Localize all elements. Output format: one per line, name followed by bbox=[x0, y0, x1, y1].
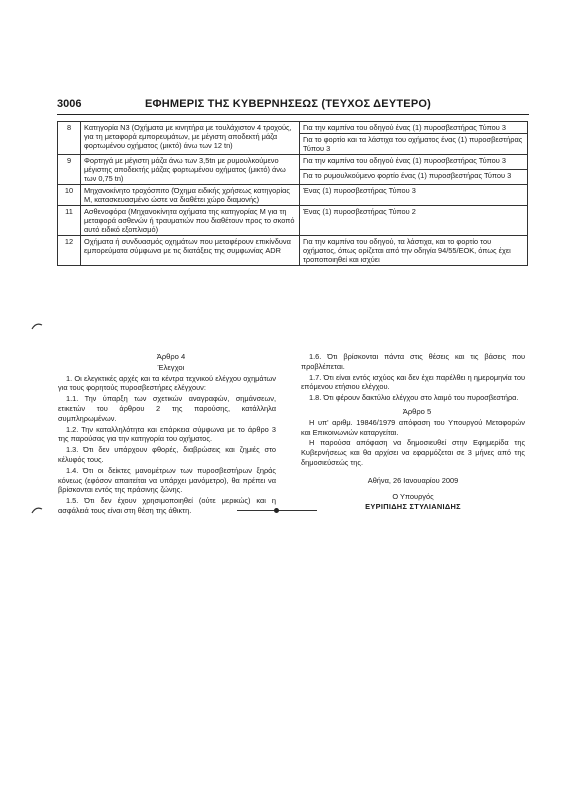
table-row bbox=[58, 185, 528, 206]
article-5-paragraph: Η παρούσα απόφαση να δημοσιευθεί στην Εφημερίδα της Κυβερνήσεως και θα αρχίσει να εφαρμόζεται σε 3 μήνες από της δημοσιεύσεώς της. bbox=[301, 438, 525, 467]
table-row bbox=[58, 155, 528, 170]
article-4-item: 1.2. Την καταλληλότητα και επάρκεια σύμφωνα με το άρθρο 3 της παρούσας για την κατηγορία του οχήματος. bbox=[58, 424, 276, 444]
row-number: 9 bbox=[58, 155, 81, 185]
requirement: Για την καμπίνα του οδηγού, τα λάστιχα, και το φορτίο του οχήματος, όπως ορίζεται από την οδηγία 94/55/ΕΟΚ, όπως έχει τροποποιηθεί και ισχύει bbox=[300, 236, 528, 266]
end-of-text-mark bbox=[237, 508, 317, 512]
vehicle-category: Οχήματα ή συνδυασμός οχημάτων που μεταφέρουν επικίνδυνα εμπορεύματα σύμφωνα με τις διατάξεις της συμφωνίας ADR bbox=[81, 236, 300, 266]
requirement: Για την καμπίνα του οδηγού ένας (1) πυροσβεστήρας Τύπου 3 bbox=[300, 155, 528, 170]
article-4-title: Άρθρο 4 bbox=[156, 352, 186, 361]
requirement: Για το φορτίο και τα λάστιχα του οχήματος ένας (1) πυροσβεστήρας Τύπου 3 bbox=[300, 134, 528, 155]
right-column bbox=[301, 352, 525, 513]
requirement: Για το ρυμουλκούμενο φορτίο ένας (1) πυροσβεστήρας Τύπου 3 bbox=[300, 170, 528, 185]
article-4-item: 1.8. Ότι φέρουν δακτύλιο ελέγχου στο λαιμό του πυροσβεστήρα. bbox=[309, 393, 519, 403]
article-4-paragraph: 1. Οι ελεγκτικές αρχές και τα κέντρα τεχνικού ελέγχου οχημάτων για τους φορητούς πυροσβεστήρες ελέγχουν: bbox=[58, 373, 276, 393]
fire-extinguisher-table bbox=[57, 121, 528, 266]
row-number: 10 bbox=[58, 185, 81, 206]
article-4-item: 1.6. Ότι βρίσκονται πάντα στις θέσεις και τις βάσεις που προβλέπεται. bbox=[301, 352, 525, 371]
table-row bbox=[58, 122, 528, 134]
row-number: 12 bbox=[58, 236, 81, 266]
punch-hole-mark bbox=[31, 322, 43, 330]
page-number: 3006 bbox=[57, 98, 82, 110]
signing-date: Αθήνα, 26 Ιανουαρίου 2009 bbox=[367, 475, 459, 485]
article-4-item: 1.3. Ότι δεν υπάρχουν φθορές, διαβρώσεις και ζημιές στο κέλυφός τους. bbox=[58, 445, 276, 464]
requirement: Για την καμπίνα του οδηγού ένας (1) πυροσβεστήρας Τύπου 3 bbox=[300, 122, 528, 134]
gazette-title: ΕΦΗΜΕΡΙΣ ΤΗΣ ΚΥΒΕΡΝΗΣΕΩΣ (ΤΕΥΧΟΣ ΔΕΥΤΕΡΟ) bbox=[145, 98, 431, 110]
table-row bbox=[58, 206, 528, 236]
vehicle-category: Μηχανοκίνητο τροχόσπιτο (Όχημα ειδικής χρήσεως κατηγορίας M, κατασκευασμένο ώστε να διαθέτει χώρο διαμονής) bbox=[81, 185, 300, 206]
article-5-paragraph: Η υπ' αριθμ. 19846/1979 απόφαση του Υπουργού Μεταφορών και Επικοινωνιών καταργείται. bbox=[301, 417, 525, 437]
table-row bbox=[58, 236, 528, 266]
row-number: 8 bbox=[58, 122, 81, 155]
end-mark-dot bbox=[274, 508, 279, 513]
row-number: 11 bbox=[58, 206, 81, 236]
left-column bbox=[58, 352, 276, 517]
minister-label: Ο Υπουργός bbox=[392, 491, 434, 501]
vehicle-category: Φορτηγά με μέγιστη μάζα άνω των 3,5tn με ρυμουλκούμενο μέγιστης αποδεκτής μάζας φορτωμένου οχήματος (μικτό) άνω των 0,75 tn) bbox=[81, 155, 300, 185]
vehicle-category: Ασθενοφόρα (Μηχανοκίνητα οχήματα της κατηγορίας M για τη μεταφορά ασθενών ή τραυματιών που διαθέτουν προς το σκοπό αυτό ειδικό εξοπλισμό) bbox=[81, 206, 300, 236]
article-4-item: 1.1. Την ύπαρξη των σχετικών αναγραφών, σημάνσεων, ετικετών του άρθρου 2 της παρούσης, κατάλληλα συμπληρωμένων. bbox=[58, 394, 276, 423]
minister-signature: ΕΥΡΙΠΙΔΗΣ ΣΤΥΛΙΑΝΙΔΗΣ bbox=[365, 502, 461, 512]
requirement: Ένας (1) πυροσβεστήρας Τύπου 3 bbox=[300, 185, 528, 206]
article-4-item: 1.5. Ότι δεν έχουν χρησιμοποιηθεί (ούτε μερικώς) και η ασφάλειά τους είναι στη θέση της άθικτη. bbox=[58, 496, 276, 515]
article-4-item: 1.4. Ότι οι δείκτες μανομέτρων των πυροσβεστήρων ξηράς κόνεως (εφόσον απαιτείται να υπάρχει μανόμετρο), θα πρέπει να βρίσκονται εντός της πράσινης ζώνης. bbox=[58, 465, 276, 495]
article-4-subtitle: Έλεγχοι bbox=[157, 362, 185, 372]
article-4-item: 1.7. Ότι είναι εντός ισχύος και δεν έχει παρέλθει η ημερομηνία του επόμενου ετήσιου ελέγχου. bbox=[301, 372, 525, 392]
requirement: Ένας (1) πυροσβεστήρας Τύπου 2 bbox=[300, 206, 528, 236]
punch-hole-mark bbox=[31, 506, 43, 514]
vehicle-category: Κατηγορία N3 (Οχήματα με κινητήρα με τουλάχιστον 4 τροχούς, για τη μεταφορά εμπορευμάτων, με μέγιστη αποδεκτή μάζα φορτωμένου οχήματος (μικτό) άνω των 12 tn) bbox=[81, 122, 300, 155]
page-header bbox=[57, 98, 529, 112]
header-rule bbox=[57, 114, 529, 115]
article-5-title: Άρθρο 5 bbox=[402, 406, 432, 416]
